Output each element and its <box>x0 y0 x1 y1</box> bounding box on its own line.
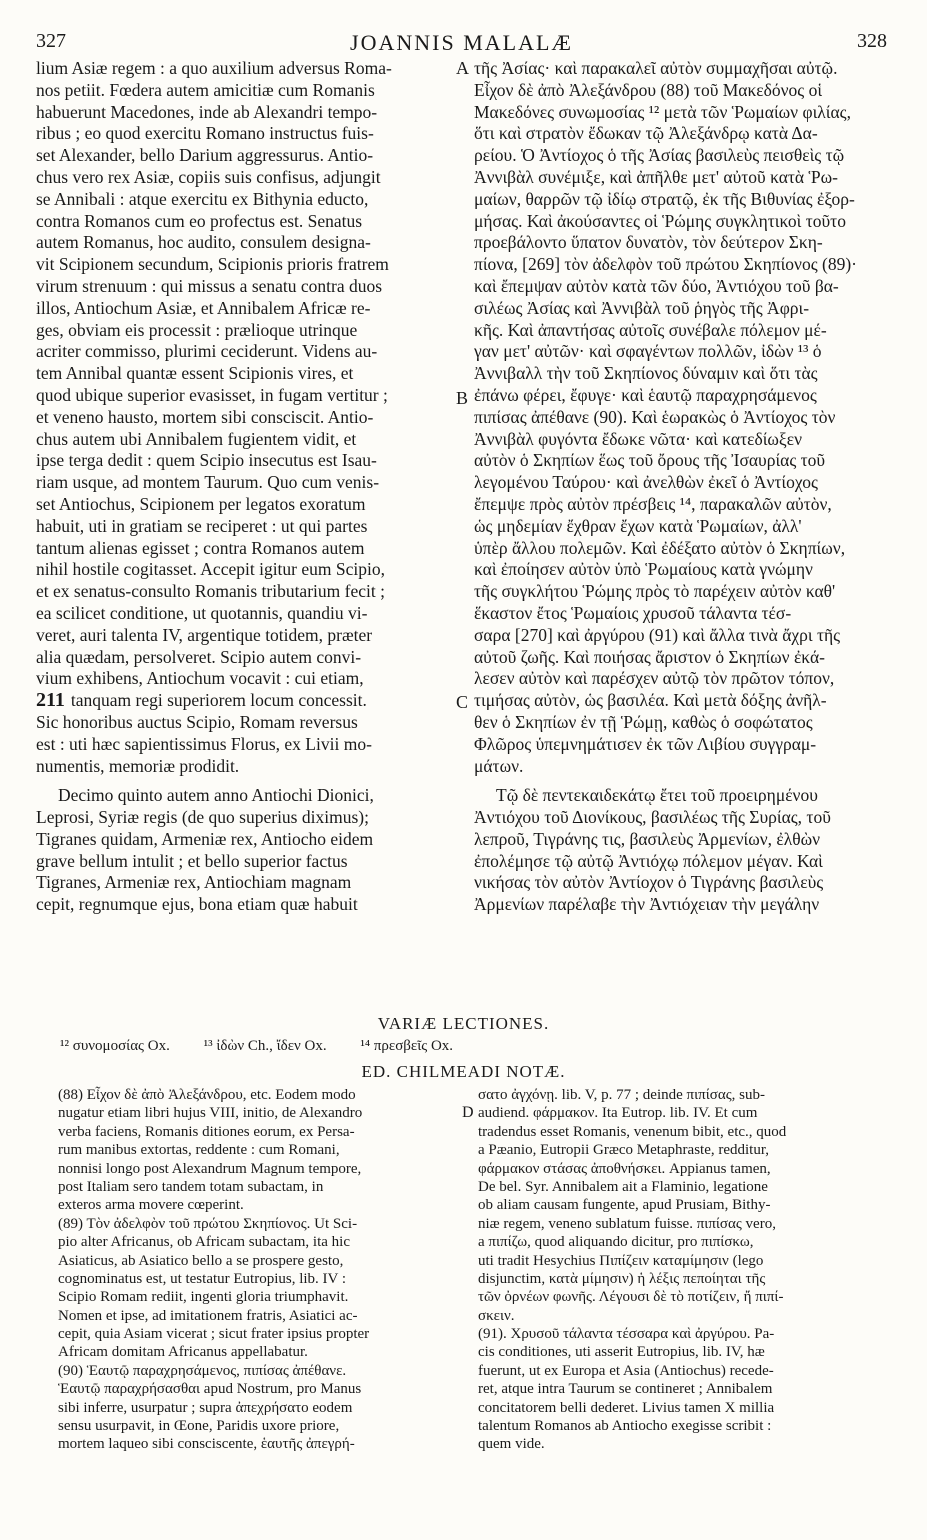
latin-line: nos petiit. Fœdera autem amicitiæ cum Romanis <box>36 79 375 100</box>
greek-line: λεσεν αὐτὸν καὶ παρέσχεν αὐτῷ τὸν πρῶτον τόπον, <box>474 668 835 689</box>
note-line: τῶν ὀρνέων φωνῆς. Λέγουσι δὲ τὸ ποτίζειν, ἤ πιπί- <box>478 1289 784 1306</box>
latin-line: est : uti hæc sapientissimus Florus, ex Livii mo- <box>36 733 372 754</box>
note-line: Asiaticus, ab Asiatico bello a se prospere gesto, <box>58 1252 344 1269</box>
latin-line: autem Romanus, hoc audito, consulem designa- <box>36 232 371 253</box>
margin-marker-d: D <box>462 1104 474 1121</box>
greek-line: καὶ ἐποίησεν αὐτὸν ὑπὸ Ῥωμαίους κατὰ γνώμην <box>474 559 813 580</box>
note-line: cepit, quia Asiam vicerat ; sicut frater ipsius propter <box>58 1326 370 1343</box>
latin-line: Tigranes, Armeniæ rex, Antiochiam magnam <box>36 872 352 893</box>
greek-line: πίονα, [269] τὸν ἀδελφὸν τοῦ πρώτου Σκηπίονος (89)· <box>474 254 857 275</box>
latin-line: Decimo quinto autem anno Antiochi Dionici, <box>58 785 374 806</box>
latin-line: quod ubique superior evasisset, in fugam vertitur ; <box>36 384 388 405</box>
latin-column <box>36 58 456 916</box>
margin-marker-b: B <box>456 388 469 408</box>
margin-marker-c: C <box>456 692 469 712</box>
greek-line: γαν μετ' αὐτῶν· καὶ σφαγέντων πολλῶν, ἰδὼν ¹³ ὁ <box>474 341 822 362</box>
latin-line: et ex senatus-consulto Romanis tributarium fecit ; <box>36 581 385 602</box>
note-line: verba faciens, Romanis ditiones eorum, ex Persa- <box>58 1123 355 1140</box>
note-line: post Italiam sero tandem totam subactam, in <box>58 1178 324 1195</box>
greek-line: τιμήσας αὐτὸν, ὡς βασιλέα. Καὶ μετὰ δόξης ἀνῆλ- <box>474 690 827 711</box>
variant-item: ¹³ ἰδὼν Ch., ἴδεν Ox. <box>203 1038 327 1054</box>
note-line: (91). Χρυσοῦ τάλαντα τέσσαρα καὶ ἀργύρου. Pa- <box>478 1326 775 1343</box>
greek-line: τῆς Ἀσίας· καὶ παρακαλεῖ αὐτὸν συμμαχῆσαι αὐτῷ. <box>474 58 838 78</box>
latin-line: cepit, regnumque ejus, bona etiam quæ habuit <box>36 894 358 915</box>
margin-number: 211 <box>36 690 65 712</box>
latin-line: veret, auri talenta IV, argentique totidem, præter <box>36 624 373 645</box>
latin-line: chus autem ubi Annibalem fugientem vidit, et <box>36 428 357 449</box>
latin-line: ipse terga dedit : quem Scipio insecutus est Isau- <box>36 450 377 471</box>
latin-line: chus vero rex Asiæ, copiis suis confisus, adjungit <box>36 166 381 187</box>
latin-line: ges, obviam eis processit : prælioque utrinque <box>36 319 358 340</box>
greek-line: νικήσας τὸν αὐτὸν Ἀντίοχον ὁ Τιγράνης βασιλεὺς <box>474 872 824 893</box>
greek-line: μήσας. Καὶ ἀκούσαντες οἱ Ῥώμης συγκλητικοὶ τοῦτο <box>474 210 846 231</box>
greek-line: ἐπολέμησε τῷ αὐτῷ Ἀντιόχῳ πόλεμον μέγαν. Καὶ <box>474 850 823 871</box>
note-line: talentum Romanos ab Antiocho exegisse scribit : <box>478 1418 772 1435</box>
variae-heading: VARIÆ LECTIONES. <box>377 1014 550 1033</box>
greek-line: λεπροῦ, Τιγράνης τις, βασιλεὺς Ἀρμενίων, ἐλθὼν <box>474 828 821 849</box>
latin-line: habuerunt Macedones, inde ab Alexandri tempo- <box>36 101 378 122</box>
latin-line: ea scilicet conditione, ut quotannis, quandiu vi- <box>36 602 368 623</box>
note-line: niæ regem, veneno sublatum fuisse. πιπίσας vero, <box>478 1215 776 1232</box>
latin-line: se Annibali : atque exercitu ex Bithynia educto, <box>36 188 369 209</box>
note-line: fuerunt, ut ex Europa et Asia (Antiochus) recede- <box>478 1362 774 1379</box>
greek-line: ἕκαστον ἔτος Ῥωμαίοις χρυσοῦ τάλαντα τέσ- <box>474 602 792 623</box>
greek-column <box>474 58 896 916</box>
latin-line: virum strenuum : qui missus a senatu contra duos <box>36 275 383 296</box>
page-number-left: 327 <box>36 30 66 52</box>
note-line: Ἑαυτῷ παραχρήσασθαι apud Nostrum, pro Manus <box>58 1381 362 1398</box>
notes-left-column <box>58 1086 458 1454</box>
main-text <box>36 58 896 915</box>
latin-line: vit Scipionem secundum, Scipionis prioris fratrem <box>36 254 389 275</box>
greek-line: τῆς συγκλήτου Ῥώμης πρὸς τὸ παρέχειν αὐτὸν καθ' <box>474 581 836 602</box>
greek-line: σαρα [270] καὶ ἀργύρου (91) καὶ ἄλλα τινὰ ἄχρι τῆς <box>474 624 841 645</box>
latin-line: Tigranes quidam, Armeniæ rex, Antiocho eidem <box>36 828 374 849</box>
note-line: rum manibus extortas, reddente : cum Romani, <box>58 1142 340 1159</box>
note-line: quem vide. <box>478 1436 545 1453</box>
latin-line: contra Romanos cum eo profectus est. Senatus <box>36 210 363 231</box>
page-header <box>36 30 887 60</box>
greek-line: Ἀντιόχου τοῦ Διονίκους, βασιλέως τῆς Συρίας, τοῦ <box>474 807 831 828</box>
latin-line: tantum alienas egisset ; contra Romanos autem <box>36 537 365 558</box>
latin-line: ribus ; eo quod exercitu Romano instructus fuis- <box>36 123 374 144</box>
latin-line: lium Asiæ regem : a quo auxilium adversus Roma- <box>36 58 392 78</box>
greek-line: αὐτὸν ὁ Σκηπίων ἕως τοῦ ὄρους τῆς Ἰσαυρίας τοῦ <box>474 450 826 471</box>
notes-right-column <box>478 1086 898 1454</box>
latin-line: habuit, uti in gratiam se reciperet : ut qui partes <box>36 515 368 536</box>
note-line: ret, atque intra Taurum se contineret ; Annibalem <box>478 1381 773 1398</box>
note-line: concitatorem belli dederet. Livius tamen X millia <box>478 1399 775 1416</box>
greek-line: Εἶχον δὲ ἀπὸ Ἀλεξάνδρου (88) τοῦ Μακεδόνος οἱ <box>474 79 823 100</box>
note-line: uti tradit Hesychius Πιπίζειν καταμίμησιν (lego <box>478 1252 764 1269</box>
note-line: (88) Εἶχον δὲ ἀπὸ Ἀλεξάνδρου, etc. Eodem modo <box>58 1087 356 1103</box>
greek-line: ἔπεμψε πρὸς αὐτὸν πρέσβεις ¹⁴, παρακαλῶν αὐτὸν, <box>474 493 832 514</box>
greek-line: σιλέως Ἀσίας καὶ Ἀννιβὰλ τοῦ ῥηγὸς τῆς Ἀφρι- <box>474 297 810 318</box>
variant-item: ¹² συνομοσίας Ox. <box>60 1038 170 1054</box>
greek-line: πιπίσας ἀπέθανε (90). Καὶ ἑωρακὼς ὁ Ἀντίοχος τὸν <box>474 406 836 427</box>
greek-line: καὶ ἔπεμψαν αὐτὸν κατὰ τῶν δύο, Ἀντιόχου τοῦ βα- <box>474 275 839 296</box>
greek-line: ἐπάνω φέρει, ἔφυγε· καὶ ἑαυτῷ παραχρησάμενος <box>474 384 817 405</box>
greek-line: Μακεδόνες συνωμοσίας ¹² μετὰ τῶν Ῥωμαίων φιλίας, <box>474 101 851 122</box>
latin-line <box>36 690 456 712</box>
note-line: ob aliam causam fungente, apud Prusiam, Bithy- <box>478 1197 771 1214</box>
note-line: audiend. φάρμακον. Ita Eutrop. lib. IV. Et cum <box>478 1105 758 1122</box>
variant-item: ¹⁴ πρεσβεῖς Ox. <box>360 1038 454 1054</box>
margin-marker-a: A <box>456 58 469 78</box>
latin-line: numentis, memoriæ prodidit. <box>36 755 240 776</box>
greek-line: θεν ὁ Σκηπίων ἐν τῇ Ῥώμῃ, καθὼς ὁ σοφώτατος <box>474 711 813 732</box>
latin-line: set Alexander, bello Darium aggressurus. Antio- <box>36 145 374 166</box>
note-line: Africam domitam Africanus appellabatur. <box>58 1344 308 1361</box>
note-line: cis conditiones, uti asserit Eutropius, lib. IV, hæ <box>478 1344 765 1361</box>
note-line: (89) Τὸν ἀδελφὸν τοῦ πρώτου Σκηπίονος. Ut Sci- <box>58 1215 358 1232</box>
latin-line: illos, Antiochum Asiæ, et Annibalem Africæ re- <box>36 297 371 318</box>
note-line: a Pæanio, Eutropii Græco Metaphraste, redditur, <box>478 1142 769 1159</box>
latin-line: riam usque, ad montem Taurum. Quo cum venis- <box>36 472 380 493</box>
page-number-right: 328 <box>857 30 887 52</box>
latin-line: tem Annibal quantæ essent Scipionis vires, et <box>36 363 354 384</box>
greek-line: ρείου. Ὁ Ἀντίοχος ὁ τῆς Ἀσίας βασιλεὺς πεισθεὶς τῷ <box>474 145 845 166</box>
greek-line: κῆς. Καὶ ἀπαντήσας αὐτοῖς συνέβαλε πόλεμον μέ- <box>474 319 827 340</box>
note-line: disjunctim, κατὰ μίμησιν) ἡ λέξις πεποίηται τῆς <box>478 1270 766 1287</box>
note-line: cognominatus est, ut testatur Eutropius, lib. IV : <box>58 1270 347 1287</box>
latin-line: alia quædam, persolveret. Scipio autem convi- <box>36 646 362 667</box>
latin-line: vium exhibens, Antiochum vocavit : cui etiam, <box>36 668 364 689</box>
note-line: a πιπίζω, quod aliquando dicitur, pro πιπίσκω, <box>478 1234 754 1251</box>
greek-line: ὡς μηδεμίαν ἔχθραν ἔχων κατὰ Ῥωμαίων, ἀλλ' <box>474 515 802 536</box>
note-line: nonnisi longo post Alexandrum Magnum tempore, <box>58 1160 362 1177</box>
greek-line: ὅτι καὶ στρατὸν ἔδωκαν τῷ Ἀλεξάνδρῳ κατὰ Δα- <box>474 123 818 144</box>
greek-line: Ἀννιβὰλ φυγόντα ἔδωκε νῶτα· καὶ κατεδίωξεν <box>474 428 802 449</box>
note-line: sensu usurpavit, in Œone, Paridis uxore priore, <box>58 1418 340 1435</box>
note-line: mortem laqueo sibi consciscente, ἑαυτῆς ἀπεγρή- <box>58 1436 355 1453</box>
greek-line: προεβάλοντο ὕπατον δυνατὸν, τὸν δεύτερον Σκη- <box>474 232 823 253</box>
latin-line: et veneno hausto, mortem sibi consciscit. Antio- <box>36 406 374 427</box>
note-line: Nomen et ipse, ad imitationem fratris, Asiatici ac- <box>58 1307 358 1324</box>
variae-list <box>60 1038 483 1055</box>
latin-line: set Antiochus, Scipionem per legatos exoratum <box>36 493 366 514</box>
note-line: pio alter Africanus, ob Africam subactam, ita hic <box>58 1234 350 1251</box>
greek-line: μαίων, θαρρῶν τῷ ἰδίῳ στρατῷ, ἐκ τῆς Βιθυνίας ἐξορ- <box>474 188 855 209</box>
greek-line: Ἀννιβὰλ συνέμιξε, καὶ ἀπῆλθε μετ' αὐτοῦ κατὰ Ῥω- <box>474 166 838 187</box>
latin-line: Sic honoribus auctus Scipio, Romam reversus <box>36 711 358 732</box>
notes-heading: ED. CHILMEADI NOTÆ. <box>361 1062 566 1081</box>
running-title: JOANNIS MALALÆ <box>350 30 573 55</box>
greek-line: ὑπὲρ ἄλλου πολεμῶν. Καὶ ἐδέξατο αὐτὸν ὁ Σκηπίων, <box>474 537 846 558</box>
latin-line: nihil hostile cogitasset. Accepit igitur eum Scipio, <box>36 559 385 580</box>
note-line: σατο ἀγχόνῃ. lib. V, p. 77 ; deinde πιπίσας, sub- <box>478 1087 765 1103</box>
paragraph-gap <box>36 777 456 785</box>
note-line: sibi inferre, usurpatur ; supra ἀπεχρήσατο eodem <box>58 1399 353 1416</box>
greek-line: λεγομένου Ταύρου· καὶ ἀνελθὼν ἐκεῖ ὁ Ἀντίοχος <box>474 472 818 493</box>
note-line: σκειν. <box>478 1307 515 1324</box>
note-line: Scipio Romam rediit, ingenti gloria triumphavit. <box>58 1289 349 1306</box>
greek-line: αὐτοῦ ζωῆς. Καὶ ποιήσας ἄριστον ὁ Σκηπίων ἐκά- <box>474 646 825 667</box>
note-line: tradendus esset Romanis, venenum bibit, etc., quod <box>478 1123 787 1140</box>
note-line: De bel. Syr. Annibalem ait a Flaminio, legatione <box>478 1178 768 1195</box>
greek-line: Ἀρμενίων παρέλαβε τὴν Ἀντιόχειαν τὴν μεγάλην <box>474 894 820 915</box>
greek-line: Τῷ δὲ πεντεκαιδεκάτῳ ἔτει τοῦ προειρημένου <box>496 785 818 806</box>
note-line: (90) Ἑαυτῷ παραχρησάμενος, πιπίσας ἀπέθανε. <box>58 1362 347 1379</box>
paragraph-gap <box>474 777 896 785</box>
greek-line: Φλῶρος ὑπεμνημάτισεν ἐκ τῶν Λιβίου συγγραμ- <box>474 733 817 754</box>
text-line-content: tanquam regi superiorem locum concessit. <box>70 690 367 711</box>
greek-line: Ἀννιβαλλ τὴν τοῦ Σκηπίονος δύναμιν καὶ ὅτι τὰς <box>474 363 818 384</box>
note-line: exteros arma movere cœperint. <box>58 1197 244 1214</box>
latin-line: grave bellum intulit ; et bello superior factus <box>36 850 348 871</box>
greek-line: μάτων. <box>474 755 524 776</box>
latin-line: acriter commisso, plurimi ceciderunt. Videns au- <box>36 341 378 362</box>
note-line: nugatur etiam libri hujus VIII, initio, de Alexandro <box>58 1105 363 1122</box>
latin-line: Leprosi, Syriæ regis (de quo superius diximus); <box>36 807 369 828</box>
note-line: φάρμακον στάσας ἀποθνήσκει. Appianus tamen, <box>478 1160 771 1177</box>
